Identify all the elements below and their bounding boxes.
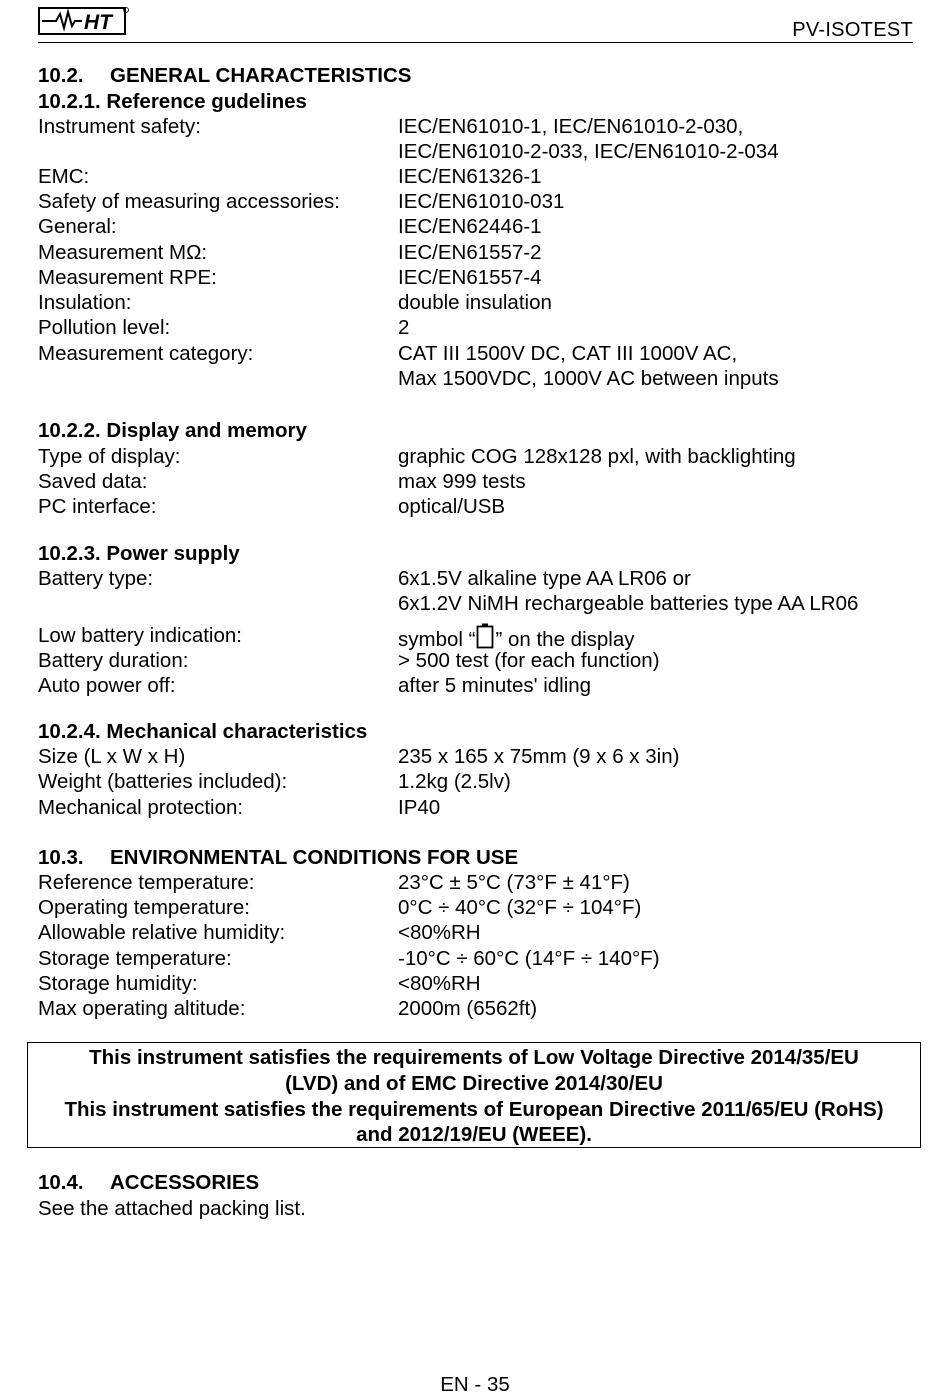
section-heading: [38, 63, 411, 89]
spec-value: <80%RH: [398, 972, 481, 995]
spec-label: Storage humidity:: [38, 972, 198, 995]
spec-label: Safety of measuring accessories:: [38, 190, 340, 213]
spec-label: Reference temperature:: [38, 871, 255, 894]
spec-value: 0°C ÷ 40°C (32°F ÷ 104°F): [398, 896, 642, 919]
spec-label: Low battery indication:: [38, 624, 242, 647]
notice-line: (LVD) and of EMC Directive 2014/30/EU: [285, 1071, 663, 1095]
spec-label: Battery type:: [38, 567, 154, 590]
spec-value: 2: [398, 316, 410, 339]
page-header: [38, 6, 913, 43]
spec-label: Weight (batteries included):: [38, 770, 288, 793]
subsection-heading: 10.2.3. Power supply: [38, 542, 240, 565]
spec-value: 23°C ± 5°C (73°F ± 41°F): [398, 871, 630, 894]
spec-label: Auto power off:: [38, 674, 176, 697]
spec-label: Measurement category:: [38, 342, 254, 365]
spec-label: Pollution level:: [38, 316, 171, 339]
spec-value: 1.2kg (2.5lv): [398, 770, 511, 793]
spec-value: IEC/EN61557-2: [398, 241, 542, 264]
subsection-heading: 10.2.1. Reference gudelines: [38, 90, 307, 113]
spec-label: Saved data:: [38, 470, 148, 493]
spec-value: 235 x 165 x 75mm (9 x 6 x 3in): [398, 745, 680, 768]
notice-line: This instrument satisfies the requirements of European Directive 2011/65/EU (RoHS): [64, 1097, 884, 1121]
spec-value: IEC/EN61010-031: [398, 190, 565, 213]
battery-icon: [476, 623, 494, 649]
section-heading: [38, 1170, 259, 1196]
spec-value: <80%RH: [398, 921, 481, 944]
brand-text: HT: [84, 11, 112, 34]
spec-label: Max operating altitude:: [38, 997, 246, 1020]
spec-label: Type of display:: [38, 445, 181, 468]
spec-label: Insulation:: [38, 291, 132, 314]
section-heading: [38, 845, 518, 871]
spec-label: Size (L x W x H): [38, 745, 186, 768]
notice-line: This instrument satisfies the requirements of Low Voltage Directive 2014/35/EU: [89, 1046, 859, 1069]
spec-value: graphic COG 128x128 pxl, with backlighting: [398, 445, 796, 468]
page-number: EN - 35: [440, 1373, 510, 1396]
spec-value: IEC/EN61557-4: [398, 266, 542, 289]
spec-label: Storage temperature:: [38, 947, 232, 970]
spec-value: IEC/EN61326-1: [398, 165, 542, 188]
spec-value: after 5 minutes' idling: [398, 674, 592, 697]
value-text: symbol “: [398, 628, 476, 651]
spec-label: Measurement MΩ:: [38, 241, 208, 264]
notice-line: and 2012/19/EU (WEEE).: [356, 1123, 592, 1147]
spec-value: double insulation: [398, 291, 552, 314]
spec-value: IEC/EN62446-1: [398, 215, 542, 238]
spec-label: Mechanical protection:: [38, 796, 244, 819]
spec-value: 2000m (6562ft): [398, 997, 538, 1020]
spec-value: IEC/EN61010-1, IEC/EN61010-2-030,: [398, 115, 744, 138]
spec-label: General:: [38, 215, 117, 238]
spec-value: Max 1500VDC, 1000V AC between inputs: [398, 367, 779, 390]
spec-label: Instrument safety:: [38, 115, 201, 138]
spec-label: Operating temperature:: [38, 896, 250, 919]
spec-value: max 999 tests: [398, 470, 526, 493]
spec-label: Allowable relative humidity:: [38, 921, 286, 944]
spec-label: Battery duration:: [38, 649, 189, 672]
spec-label: Measurement RPE:: [38, 266, 217, 289]
spec-value: IP40: [398, 796, 441, 819]
spec-value: CAT III 1500V DC, CAT III 1000V AC,: [398, 342, 738, 365]
accessories-text: See the attached packing list.: [38, 1197, 306, 1220]
ht-logo: [38, 6, 130, 36]
spec-value: 6x1.2V NiMH rechargeable batteries type AA LR06: [398, 592, 859, 615]
subsection-heading: 10.2.4. Mechanical characteristics: [38, 720, 368, 743]
section-title: ENVIRONMENTAL CONDITIONS FOR USE: [110, 846, 519, 869]
spec-value: -10°C ÷ 60°C (14°F ÷ 140°F): [398, 947, 660, 970]
section-number: 10.3.: [38, 846, 84, 869]
section-title: GENERAL CHARACTERISTICS: [110, 64, 412, 87]
spec-value: IEC/EN61010-2-033, IEC/EN61010-2-034: [398, 140, 779, 163]
section-number: 10.4.: [38, 1171, 84, 1194]
value-text: ” on the display: [495, 628, 635, 651]
compliance-notice: [27, 1042, 921, 1148]
section-title: ACCESSORIES: [110, 1171, 260, 1194]
spec-label: EMC:: [38, 165, 90, 188]
subsection-heading: 10.2.2. Display and memory: [38, 419, 307, 442]
document-title: PV-ISOTEST: [792, 19, 913, 41]
spec-value: optical/USB: [398, 495, 506, 518]
spec-label: PC interface:: [38, 495, 157, 518]
section-number: 10.2.: [38, 64, 84, 87]
spec-value: 6x1.5V alkaline type AA LR06 or: [398, 567, 691, 590]
spec-value: > 500 test (for each function): [398, 649, 660, 672]
